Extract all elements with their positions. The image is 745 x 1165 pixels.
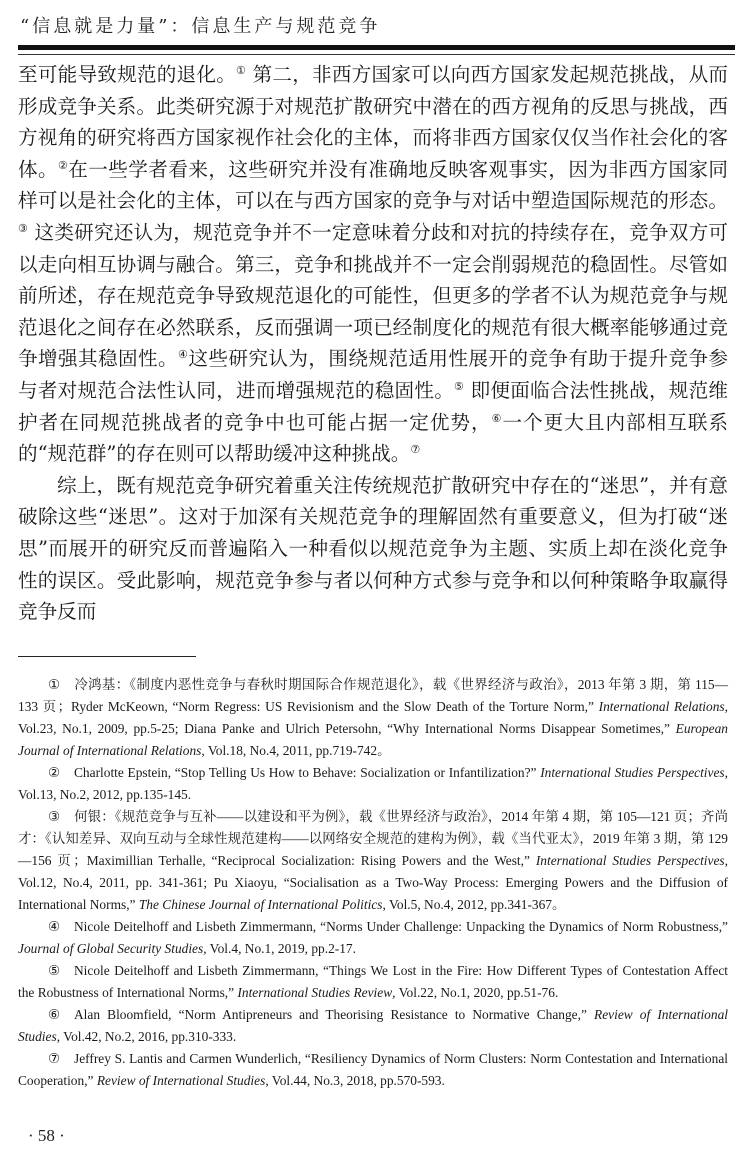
journal-title: International Studies Perspectives (540, 765, 725, 780)
text-run: 冷鸿基：《制度内恶性竞争与春秋时期国际合作规范退化》，载《世界经济与政治》，2013 年第 3 期，第 115—133 页；Ryder McKeown, “Norm Regress: US Revisionism and the Slow Death of the Torture Norm,” (18, 677, 728, 714)
footnotes (18, 674, 728, 1092)
footnote-item (18, 1004, 728, 1048)
footnote-number: ② (48, 765, 61, 780)
journal-title: European Journal of International Relations (18, 721, 728, 758)
footnote-number: ⑥ (48, 1007, 61, 1022)
text-run: 即便面临合法性挑战，规范维护者在同规范挑战者的竞争中也可能占据一定优势， (18, 378, 729, 434)
journal-title: Journal of Global Security Studies (18, 941, 204, 956)
footnote-item (18, 806, 728, 916)
text-run: Nicole Deitelhoff and Lisbeth Zimmermann, “Things We Lost in the Fire: How Different Types of Contestation Affect the Robustness of International Norms,” (18, 963, 728, 1000)
text-run: , Vol.42, No.2, 2016, pp.310-333. (56, 1029, 237, 1044)
text-run: , Vol.22, No.1, 2020, pp.51-76. (392, 985, 559, 1000)
footnote-item (18, 960, 728, 1004)
footnote-number: ① (48, 677, 61, 692)
journal-title: Review of International Studies (18, 1007, 728, 1044)
text-run: 在一些学者看来，这些研究并没有准确地反映客观事实，因为非西方国家同样可以是社会化的主体，可以在与西方国家的竞争与对话中塑造国际规范的形态。 (18, 157, 729, 213)
journal-title: Review of International Studies (96, 1073, 266, 1088)
footnote-ref[interactable]: ⑦ (410, 443, 421, 457)
text-run: , Vol.13, No.2, 2012, pp.135-145. (18, 765, 728, 802)
footnote-item (18, 916, 728, 960)
footnote-number: ③ (48, 809, 61, 824)
journal-title: International Studies Perspectives (535, 853, 725, 868)
text-run: 综上，既有规范竞争研究着重关注传统规范扩散研究中存在的“迷思”，并有意破除这些“迷思”。这对于加深有关规范竞争的理解固然有重要意义，但为打破“迷思”而展开的研究反而普遍陷入一种看似以规范竞争为主题、实质上却在淡化竞争性的误区。受此影响，规范竞争参与者以何种方式参与竞争和以何种策略争取赢得竞争反而 (18, 473, 728, 624)
text-run: 第二，非西方国家可以向西方国家发起规范挑战，从而形成竞争关系。此类研究源于对规范扩散研究中潜在的西方视角的反思与挑战，西方视角的研究将西方国家视作社会化的主体，而将非西方国家仅仅当作社会化的客体。 (18, 63, 728, 181)
journal-title: International Studies Review (237, 985, 393, 1000)
text-run: 至可能导致规范的退化。 (18, 63, 237, 86)
text-run: 这类研究还认为，规范竞争并不一定意味着分歧和对抗的持续存在，竞争双方可以走向相互协调与融合。第三，竞争和挑战并不一定会削弱规范的稳固性。尽管如前所述，存在规范竞争导致规范退化的可能性，但更多的学者不认为规范竞争与规范退化之间存在必然联系，反而强调一项已经制度化的规范有很大概率能够通过竞争增强其稳固性。 (18, 220, 728, 371)
body-paragraph (18, 470, 728, 628)
body-text (18, 59, 728, 628)
text-run: , Vol.12, No.4, 2011, pp. 341-361; Pu Xiaoyu, “Socialisation as a Two-Way Process: Emerging Powers and the Diffusion of International Norms,” (18, 853, 728, 912)
footnote-number: ⑦ (48, 1051, 61, 1066)
text-run: Jeffrey S. Lantis and Carmen Wunderlich, “Resiliency Dynamics of Norm Clusters: Norm Contestation and International Cooperation,” (18, 1051, 728, 1088)
text-run: Alan Bloomfield, “Norm Antipreneurs and Theorising Resistance to Normative Change,” (74, 1007, 595, 1022)
footnote-item (18, 1048, 728, 1092)
text-run: , Vol.5, No.4, 2012, pp.341-367。 (382, 897, 566, 912)
text-run: 这些研究认为，围绕规范适用性展开的竞争有助于提升竞争参与者对规范合法性认同，进而增强规范的稳固性。 (18, 347, 728, 402)
header-rule-thin (18, 54, 735, 55)
footnote-number: ⑤ (48, 963, 61, 978)
footnote-ref[interactable]: ③ (18, 221, 29, 235)
text-run: Nicole Deitelhoff and Lisbeth Zimmermann, “Norms Under Challenge: Unpacking the Dynamics of Norm Robustness,” (74, 919, 728, 934)
page-number: · 58 · (28, 1126, 65, 1145)
running-title: “信息就是力量”：信息生产与规范竞争 (20, 16, 381, 37)
footnote-ref[interactable]: ⑥ (491, 411, 503, 425)
footnote-item (18, 762, 728, 806)
footnote-ref[interactable]: ⑤ (454, 379, 465, 393)
footnote-separator (18, 656, 196, 657)
footnote-ref[interactable]: ④ (178, 348, 189, 362)
text-run: 一个更大且内部相互联系的“规范群”的存在则可以帮助缓冲这种挑战。 (18, 410, 729, 466)
text-run: Charlotte Epstein, “Stop Telling Us How to Behave: Socialization or Infantilization?” (74, 765, 541, 780)
text-run: , Vol.44, No.3, 2018, pp.570-593. (265, 1073, 445, 1088)
footnote-number: ④ (48, 919, 61, 934)
body-paragraph (18, 59, 728, 470)
text-run: , Vol.18, No.4, 2011, pp.719-742。 (201, 743, 391, 758)
text-run: , Vol.23, No.1, 2009, pp.5-25; Diana Panke and Ulrich Petersohn, “Why International Norms Disappear Sometimes,” (18, 699, 728, 736)
journal-title: International Relations (598, 699, 725, 714)
footnote-ref[interactable]: ② (58, 158, 69, 172)
text-run: , Vol.4, No.1, 2019, pp.2-17. (203, 941, 356, 956)
footnote-item (18, 674, 728, 762)
journal-title: The Chinese Journal of International Politics (138, 897, 383, 912)
header-rule-thick (18, 45, 735, 50)
text-run: 何银：《规范竞争与互补——以建设和平为例》，载《世界经济与政治》，2014 年第 4 期，第 105—121 页；齐尚才：《认知差异、双向互动与全球性规范建构——以网络安全规范的建构为例》，载《当代亚太》，2019 年第 3 期，第 129—156 页；Maximillian Terhalle, “Reciprocal Socialization: Rising Powers and the West,” (18, 809, 728, 868)
footnote-ref[interactable]: ① (236, 64, 247, 77)
